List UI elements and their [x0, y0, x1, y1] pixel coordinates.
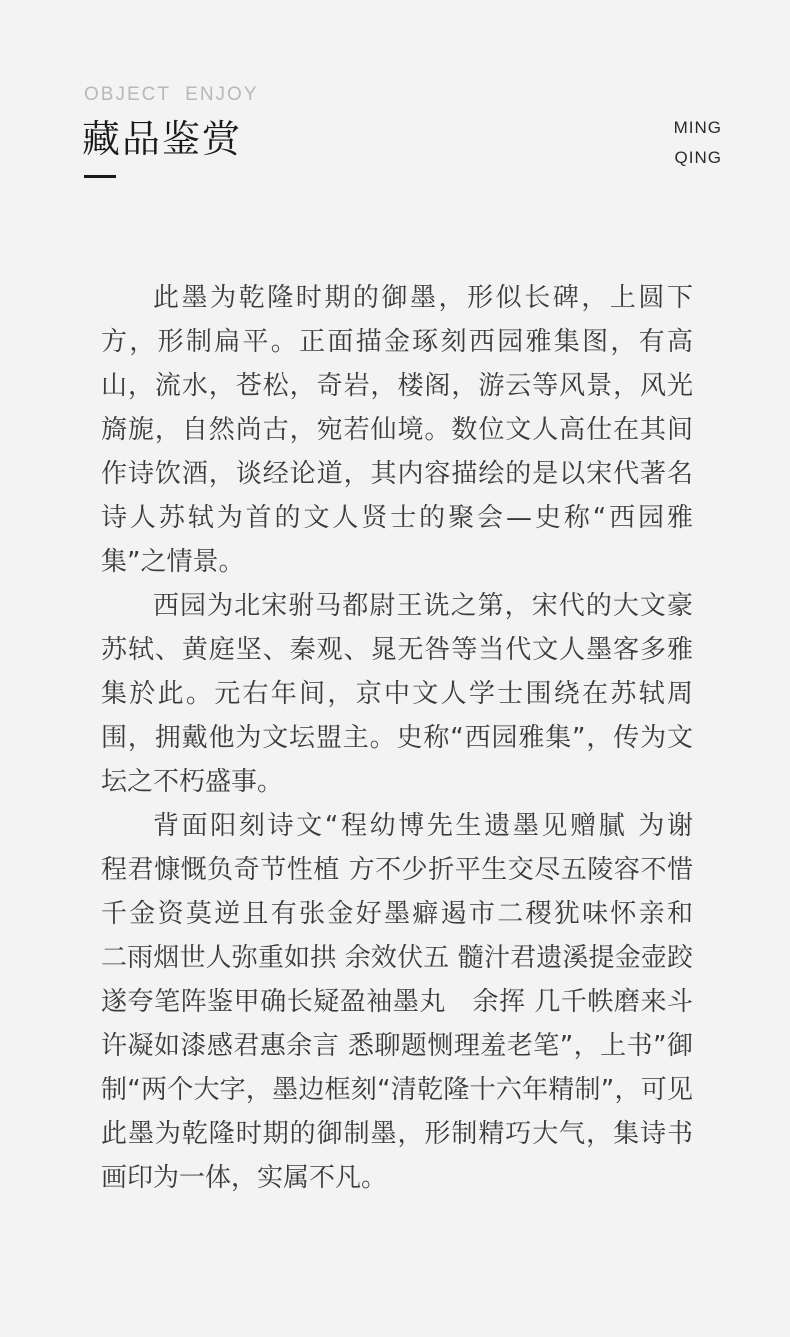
corner-label: [674, 113, 722, 173]
title-underline: [84, 175, 116, 178]
paragraph: 此墨为乾隆时期的御墨，形似长碑，上圆下方，形制扁平。正面描金琢刻西园雅集图，有高山，流水，苍松，奇岩，楼阁，游云等风景，风光旖旎，自然尚古，宛若仙境。数位文人高仕在其间作诗饮酒，谈经论道，其内容描绘的是以宋代著名诗人苏轼为首的文人贤士的聚会—史称“西园雅集”之情景。: [101, 283, 693, 577]
header-subtitle-en: OBJECT ENJOY: [84, 84, 259, 105]
article-body: [101, 276, 720, 1200]
corner-label-line1: MING: [673, 118, 722, 137]
corner-label-line2: QING: [674, 148, 722, 167]
paragraph: 背面阳刻诗文“程幼博先生遗墨见赠膩 为谢 程君慷慨负奇节性植 方不少折平生交尽五陵容不惜千金资莫逆且有张金好墨癖遏市二稷犹味怀亲和 二雨烟世人弥重如拱 余效伏五 髓汁君遗溪提金壶跤遂夸笔阵鉴甲确长疑盈袖墨丸 余挥 几千帙磨来斗许凝如漆感君惠余言 悉聊题恻理羞老笔”，上书”御制“两个大字，墨边框刻“清乾隆十六年精制”，可见此墨为乾隆时期的御制墨，形制精巧大气，集诗书画印为一体，实属不凡。: [101, 811, 720, 1193]
page-title: 藏品鉴赏: [82, 117, 243, 161]
paragraph: 西园为北宋驸马都尉王诜之第，宋代的大文豪苏轼、黄庭坚、秦观、晁无咎等当代文人墨客多雅集於此。元右年间，京中文人学士围绕在苏轼周围，拥戴他为文坛盟主。史称“西园雅集”，传为文坛之不朽盛事。: [101, 591, 693, 797]
